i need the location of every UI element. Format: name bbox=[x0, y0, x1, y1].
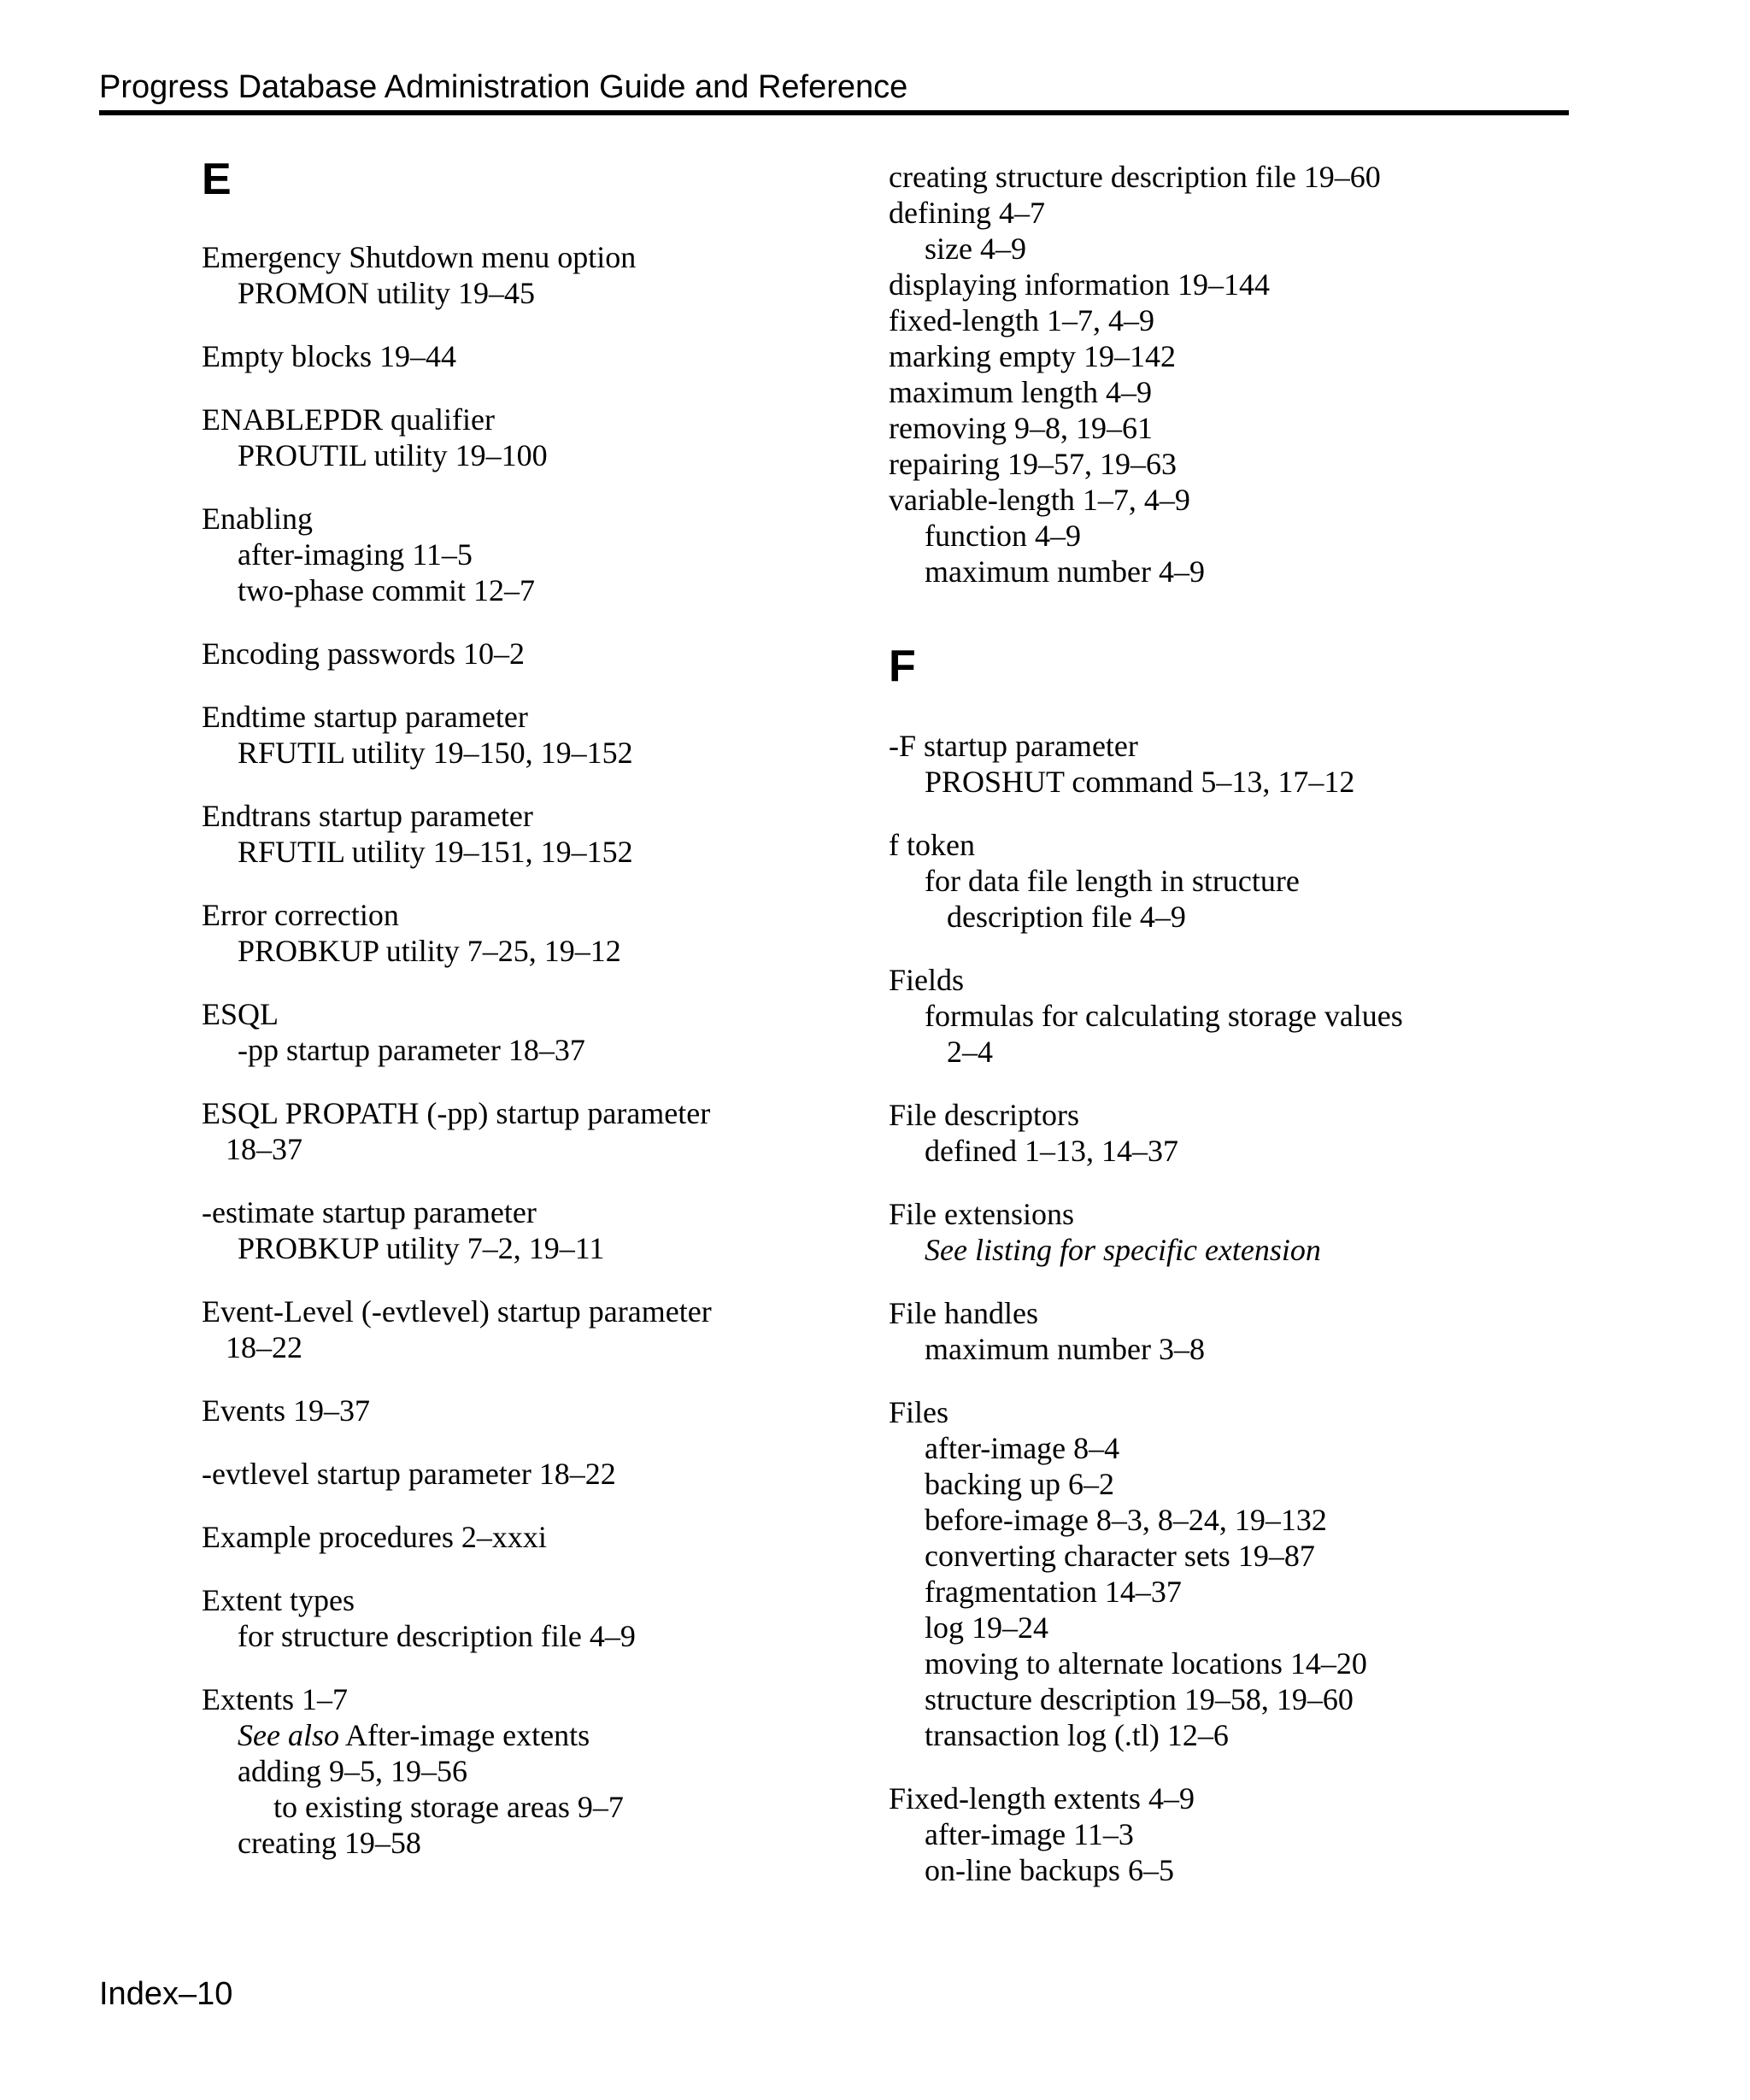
index-subterm: two-phase commit 12–7 bbox=[238, 573, 535, 607]
index-subsubterm: size 4–9 bbox=[925, 232, 1026, 266]
index-subterm: after-image 11–3 bbox=[925, 1817, 1134, 1851]
index-subterm: transaction log (.tl) 12–6 bbox=[925, 1718, 1229, 1752]
letter-heading-e: E bbox=[202, 155, 232, 204]
index-entry bbox=[202, 897, 851, 969]
index-term-continuation: 18–37 bbox=[226, 1132, 302, 1166]
index-subterm: repairing 19–57, 19–63 bbox=[889, 447, 1177, 481]
index-see-reference: See listing for specific extension bbox=[925, 1233, 1321, 1267]
index-term: ESQL bbox=[202, 997, 279, 1031]
index-entry bbox=[889, 1295, 1538, 1367]
index-entry bbox=[202, 338, 851, 374]
index-subterm: defined 1–13, 14–37 bbox=[925, 1134, 1178, 1168]
index-term: -evtlevel startup parameter 18–22 bbox=[202, 1457, 616, 1491]
index-cross-reference bbox=[202, 1717, 851, 1753]
index-subterm: structure description 19–58, 19–60 bbox=[925, 1682, 1354, 1716]
see-also-label: See also bbox=[238, 1718, 339, 1752]
index-entry-continued bbox=[889, 159, 1538, 590]
index-subterm: removing 9–8, 19–61 bbox=[889, 411, 1153, 445]
index-subterm: formulas for calculating storage values bbox=[925, 999, 1403, 1033]
index-subterm: log 19–24 bbox=[925, 1610, 1049, 1645]
index-subterm-continuation: description file 4–9 bbox=[947, 900, 1186, 934]
index-subterm: defining 4–7 bbox=[889, 196, 1045, 230]
index-entry bbox=[202, 636, 851, 672]
index-subterm: moving to alternate locations 14–20 bbox=[925, 1646, 1367, 1681]
index-term-continuation: 18–22 bbox=[226, 1330, 302, 1364]
index-term: Event-Level (-evtlevel) startup parameter bbox=[202, 1294, 712, 1329]
index-subterm: fixed-length 1–7, 4–9 bbox=[889, 303, 1154, 337]
index-subterm: PROBKUP utility 7–2, 19–11 bbox=[238, 1231, 605, 1265]
index-subterm: on-line backups 6–5 bbox=[925, 1853, 1174, 1887]
index-term: Enabling bbox=[202, 502, 313, 536]
index-entry bbox=[202, 699, 851, 771]
index-term: Error correction bbox=[202, 898, 399, 932]
index-entry bbox=[889, 1780, 1538, 1888]
index-subterm: creating structure description file 19–60 bbox=[889, 160, 1381, 194]
index-subterm: RFUTIL utility 19–150, 19–152 bbox=[238, 736, 633, 770]
index-subterm: converting character sets 19–87 bbox=[925, 1539, 1315, 1573]
index-subterm: after-imaging 11–5 bbox=[238, 537, 473, 572]
index-subsubterm: maximum number 4–9 bbox=[925, 554, 1205, 589]
index-entry bbox=[202, 402, 851, 473]
header-rule bbox=[99, 110, 1569, 115]
index-subterm: before-image 8–3, 8–24, 19–132 bbox=[925, 1503, 1327, 1537]
index-subterm: PROBKUP utility 7–25, 19–12 bbox=[238, 934, 621, 968]
index-term: Emergency Shutdown menu option bbox=[202, 240, 637, 274]
index-entry bbox=[889, 728, 1538, 800]
index-entry bbox=[202, 239, 851, 311]
index-term: Endtrans startup parameter bbox=[202, 799, 533, 833]
index-entry bbox=[202, 1519, 851, 1555]
page-number: Index–10 bbox=[99, 1976, 233, 2012]
index-term: f token bbox=[889, 828, 975, 862]
index-entry bbox=[202, 1681, 851, 1861]
index-subterm: marking empty 19–142 bbox=[889, 339, 1176, 373]
index-entry bbox=[889, 962, 1538, 1070]
index-entry bbox=[202, 1582, 851, 1654]
index-subterm: PROUTIL utility 19–100 bbox=[238, 438, 548, 472]
index-subsubterm: to existing storage areas 9–7 bbox=[273, 1790, 624, 1824]
index-subterm-continuation: 2–4 bbox=[947, 1035, 993, 1069]
index-term: Empty blocks 19–44 bbox=[202, 339, 456, 373]
index-term: Encoding passwords 10–2 bbox=[202, 636, 525, 671]
index-subterm: creating 19–58 bbox=[238, 1826, 421, 1860]
letter-heading-f: F bbox=[889, 642, 916, 691]
index-subterm: variable-length 1–7, 4–9 bbox=[889, 483, 1190, 517]
index-subterm: PROMON utility 19–45 bbox=[238, 276, 536, 310]
index-entry bbox=[889, 1394, 1538, 1753]
index-term: ESQL PROPATH (-pp) startup parameter bbox=[202, 1096, 711, 1130]
index-entry bbox=[202, 996, 851, 1068]
index-term: Files bbox=[889, 1395, 949, 1429]
index-subterm: for structure description file 4–9 bbox=[238, 1619, 636, 1653]
index-entry bbox=[202, 1095, 851, 1167]
running-header: Progress Database Administration Guide and Reference bbox=[99, 69, 908, 105]
index-subterm: maximum length 4–9 bbox=[889, 375, 1152, 409]
index-column-right bbox=[889, 159, 1538, 1915]
index-entry bbox=[202, 798, 851, 870]
index-subterm: -pp startup parameter 18–37 bbox=[238, 1033, 585, 1067]
index-entry bbox=[202, 1393, 851, 1428]
index-term: Events 19–37 bbox=[202, 1393, 370, 1428]
index-term: ENABLEPDR qualifier bbox=[202, 402, 495, 437]
index-subterm: maximum number 3–8 bbox=[925, 1332, 1205, 1366]
cross-reference-target: After-image extents bbox=[344, 1718, 590, 1752]
index-entry bbox=[202, 1456, 851, 1492]
index-subterm: for data file length in structure bbox=[925, 864, 1300, 898]
index-entry bbox=[202, 1194, 851, 1266]
index-entry bbox=[889, 827, 1538, 935]
index-term: File extensions bbox=[889, 1197, 1074, 1231]
index-subterm: PROSHUT command 5–13, 17–12 bbox=[925, 765, 1355, 799]
index-subterm: adding 9–5, 19–56 bbox=[238, 1754, 467, 1788]
index-term: File handles bbox=[889, 1296, 1038, 1330]
index-subterm: RFUTIL utility 19–151, 19–152 bbox=[238, 835, 633, 869]
index-term: -F startup parameter bbox=[889, 729, 1138, 763]
index-subterm: after-image 8–4 bbox=[925, 1431, 1120, 1465]
index-term: Example procedures 2–xxxi bbox=[202, 1520, 547, 1554]
index-term: Extent types bbox=[202, 1583, 355, 1617]
index-entry bbox=[889, 1097, 1538, 1169]
index-subterm: fragmentation 14–37 bbox=[925, 1575, 1182, 1609]
index-subsubterm: function 4–9 bbox=[925, 519, 1081, 553]
index-subterm: backing up 6–2 bbox=[925, 1467, 1114, 1501]
index-term: Fields bbox=[889, 963, 965, 997]
index-entry bbox=[202, 501, 851, 608]
index-entry bbox=[889, 1196, 1538, 1268]
index-term: Fixed-length extents 4–9 bbox=[889, 1781, 1195, 1816]
index-term: Endtime startup parameter bbox=[202, 700, 528, 734]
index-term: -estimate startup parameter bbox=[202, 1195, 537, 1229]
index-subterm: displaying information 19–144 bbox=[889, 267, 1270, 302]
index-entry bbox=[202, 1293, 851, 1365]
index-column-left bbox=[202, 154, 851, 1888]
index-term: Extents 1–7 bbox=[202, 1682, 348, 1716]
index-term: File descriptors bbox=[889, 1098, 1079, 1132]
